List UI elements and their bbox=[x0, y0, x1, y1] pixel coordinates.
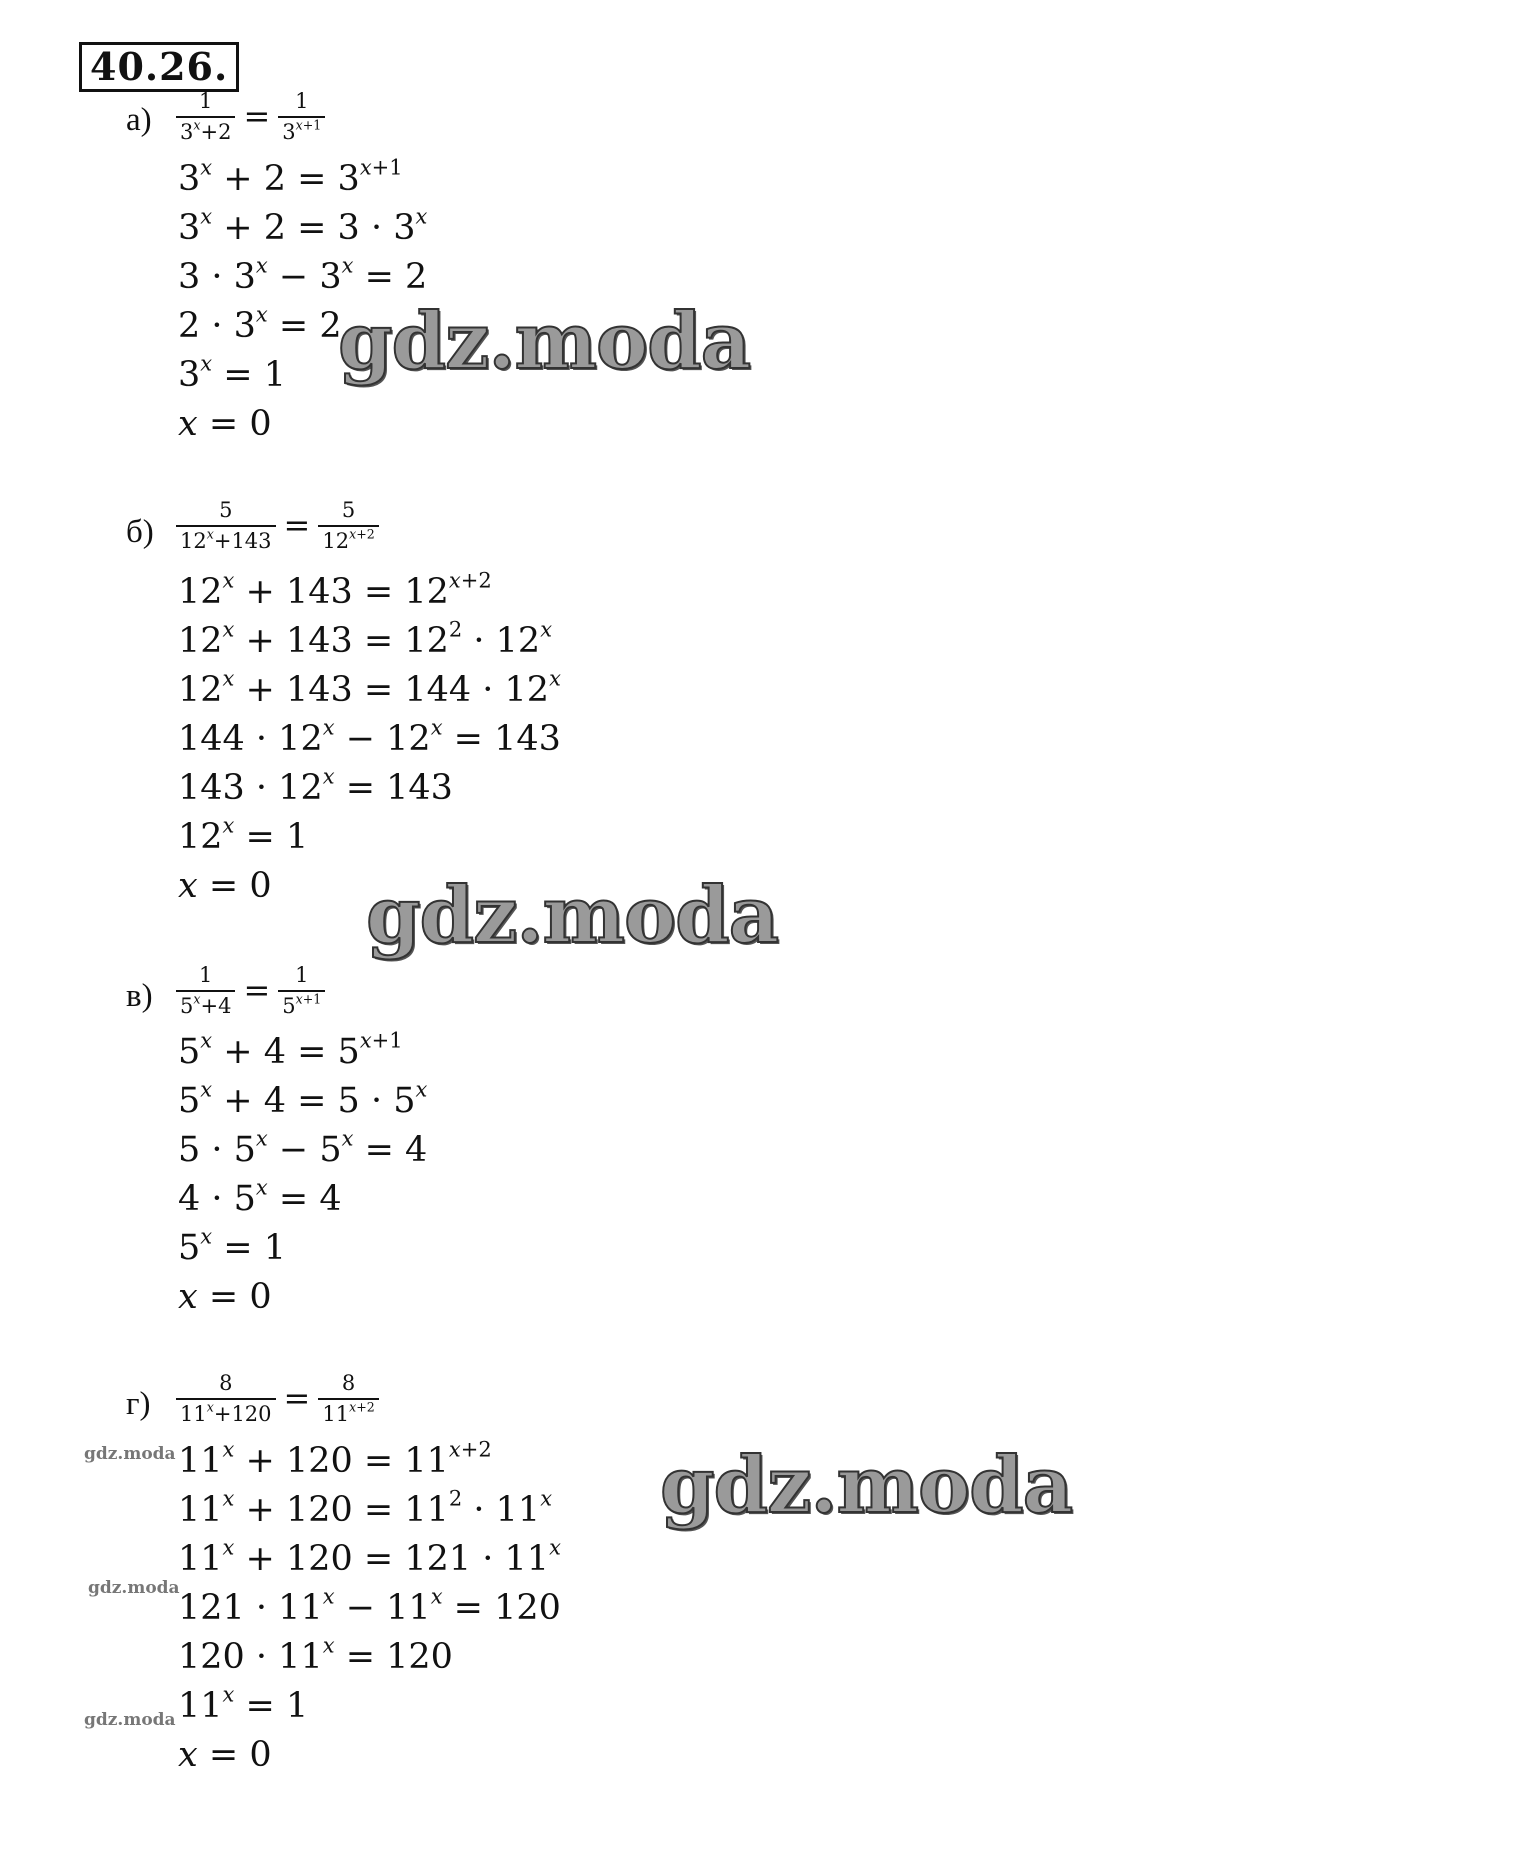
watermark: gdz.moda bbox=[84, 1710, 176, 1730]
step: $5^x = 1$ bbox=[178, 1224, 286, 1268]
numerator: 1 bbox=[199, 89, 213, 113]
fraction-right bbox=[278, 88, 325, 144]
fraction-right bbox=[318, 1370, 378, 1426]
step: $121 \cdot 11^x - 11^x = 120$ bbox=[178, 1584, 561, 1628]
equals-sign: = bbox=[243, 971, 271, 1009]
part-label-v: в) bbox=[126, 978, 153, 1014]
step: $5^x + 4 = 5 \cdot 5^x$ bbox=[178, 1077, 428, 1121]
step: $143 \cdot 12^x = 143$ bbox=[178, 764, 453, 808]
equation-fraction-g bbox=[176, 1370, 379, 1426]
step: $12^x = 1$ bbox=[178, 813, 309, 857]
step: $12^x + 143 = 12^2 \cdot 12^x$ bbox=[178, 617, 553, 661]
step: $120 \cdot 11^x = 120$ bbox=[178, 1633, 453, 1677]
equation-fraction-v bbox=[176, 962, 325, 1018]
fraction-left bbox=[176, 497, 276, 553]
denominator: $3^x+2$ bbox=[176, 116, 235, 144]
part-label-g: г) bbox=[126, 1386, 151, 1422]
watermark: gdz.moda bbox=[338, 296, 751, 387]
fraction-right bbox=[318, 497, 378, 553]
equals-sign: = bbox=[243, 97, 271, 135]
watermark: gdz.moda bbox=[84, 1444, 176, 1464]
denominator: $11^{x+2}$ bbox=[318, 1398, 378, 1426]
denominator: $5^x+4$ bbox=[176, 990, 235, 1018]
equation-fraction-b bbox=[176, 497, 379, 553]
fraction-left bbox=[176, 962, 235, 1018]
step: $3^x = 1$ bbox=[178, 351, 286, 395]
step: $3 \cdot 3^x - 3^x = 2$ bbox=[178, 253, 428, 297]
step: $12^x + 143 = 144 \cdot 12^x$ bbox=[178, 666, 561, 710]
denominator: $3^{x+1}$ bbox=[278, 116, 325, 144]
denominator: $12^{x+2}$ bbox=[318, 525, 378, 553]
equals-sign: = bbox=[283, 1379, 311, 1417]
equals-sign: = bbox=[283, 506, 311, 544]
numerator: 1 bbox=[295, 89, 309, 113]
watermark: gdz.moda bbox=[366, 870, 779, 961]
step: $11^x + 120 = 11^{x+2}$ bbox=[178, 1437, 492, 1481]
step: $11^x = 1$ bbox=[178, 1682, 309, 1726]
step: $5^x + 4 = 5^{x+1}$ bbox=[178, 1028, 403, 1072]
numerator: 5 bbox=[219, 498, 233, 522]
numerator: 1 bbox=[295, 963, 309, 987]
step: $3^x + 2 = 3^{x+1}$ bbox=[178, 155, 403, 199]
step: x = 0 bbox=[178, 404, 272, 444]
fraction-left bbox=[176, 88, 235, 144]
numerator: 8 bbox=[219, 1371, 233, 1395]
task-number: 40.26. bbox=[79, 42, 239, 92]
step: $2 \cdot 3^x = 2$ bbox=[178, 302, 342, 346]
fraction-left bbox=[176, 1370, 276, 1426]
step: x = 0 bbox=[178, 866, 272, 906]
watermark: gdz.moda bbox=[660, 1440, 1073, 1531]
step: x = 0 bbox=[178, 1277, 272, 1317]
step: $11^x + 120 = 121 \cdot 11^x$ bbox=[178, 1535, 561, 1579]
step: $144 \cdot 12^x - 12^x = 143$ bbox=[178, 715, 561, 759]
denominator: $5^{x+1}$ bbox=[278, 990, 325, 1018]
denominator: $12^x+143$ bbox=[176, 525, 276, 553]
fraction-right bbox=[278, 962, 325, 1018]
part-label-a: а) bbox=[126, 102, 152, 138]
part-label-b: б) bbox=[126, 514, 154, 550]
numerator: 5 bbox=[341, 498, 356, 522]
step: $4 \cdot 5^x = 4$ bbox=[178, 1175, 342, 1219]
numerator: 8 bbox=[341, 1371, 356, 1395]
step: $3^x + 2 = 3 \cdot 3^x$ bbox=[178, 204, 428, 248]
step: x = 0 bbox=[178, 1735, 272, 1775]
denominator: $11^x+120$ bbox=[176, 1398, 276, 1426]
watermark: gdz.moda bbox=[88, 1578, 180, 1598]
equation-fraction-a bbox=[176, 88, 325, 144]
step: $11^x + 120 = 11^2 \cdot 11^x$ bbox=[178, 1486, 553, 1530]
numerator: 1 bbox=[199, 963, 213, 987]
step: $12^x + 143 = 12^{x+2}$ bbox=[178, 568, 492, 612]
step: $5 \cdot 5^x - 5^x = 4$ bbox=[178, 1126, 428, 1170]
